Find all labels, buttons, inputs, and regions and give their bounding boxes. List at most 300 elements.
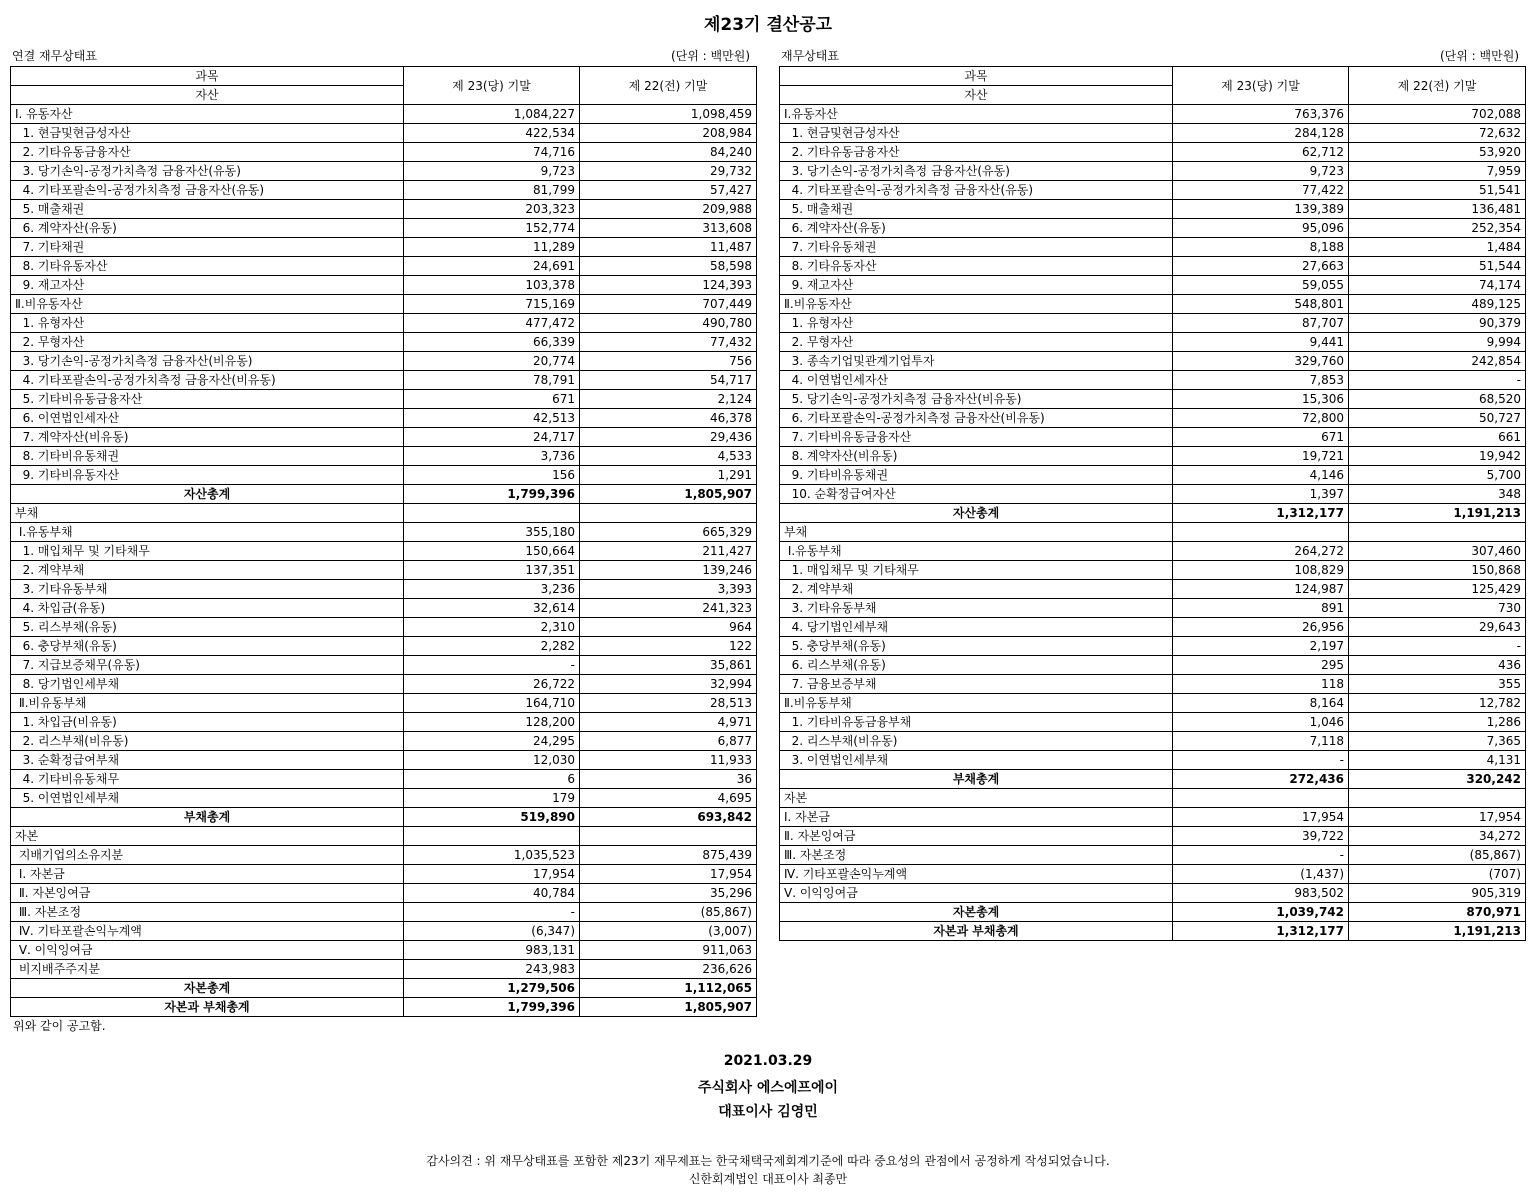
table-row [11, 865, 757, 884]
prior-value: 3,393 [580, 580, 757, 599]
current-value: 72,800 [1173, 409, 1349, 428]
total-row [780, 922, 1526, 941]
header-row [11, 67, 757, 86]
current-value: 24,295 [404, 732, 580, 751]
table-row [780, 827, 1526, 846]
table-row [780, 884, 1526, 903]
prior-value: 53,920 [1349, 143, 1526, 162]
prior-value: 1,286 [1349, 713, 1526, 732]
table-row [780, 713, 1526, 732]
table-row [11, 200, 757, 219]
current-value: 329,760 [1173, 352, 1349, 371]
current-value: 7,853 [1173, 371, 1349, 390]
prior-value: 150,868 [1349, 561, 1526, 580]
table-row [11, 637, 757, 656]
table-row [11, 124, 757, 143]
current-value: 150,664 [404, 542, 580, 561]
current-value: 26,956 [1173, 618, 1349, 637]
row-label: Ⅱ. 자본잉여금 [780, 827, 1173, 846]
table-row [780, 808, 1526, 827]
prior-value: 57,427 [580, 181, 757, 200]
prior-value: 11,933 [580, 751, 757, 770]
table-row [11, 713, 757, 732]
total-row [780, 770, 1526, 789]
prior-value: 1,291 [580, 466, 757, 485]
row-label: 1. 현금및현금성자산 [11, 124, 404, 143]
current-value: 40,784 [404, 884, 580, 903]
prior-value: 6,877 [580, 732, 757, 751]
unit-label: (단위 : 백만원) [1440, 49, 1519, 63]
current-value: 9,441 [1173, 333, 1349, 352]
prior-value: 1,805,907 [580, 485, 757, 504]
current-value: 671 [1173, 428, 1349, 447]
prior-value: 911,063 [580, 941, 757, 960]
table-row [780, 124, 1526, 143]
row-label: 부채 [11, 504, 404, 523]
row-label: 2. 무형자산 [780, 333, 1173, 352]
current-value: 9,723 [1173, 162, 1349, 181]
row-label: 5. 당기손익-공정가치측정 금융자산(비유동) [780, 390, 1173, 409]
row-label: 7. 기타유동채권 [780, 238, 1173, 257]
row-label: 1. 유형자산 [11, 314, 404, 333]
table-row [11, 352, 757, 371]
row-label: 9. 재고자산 [11, 276, 404, 295]
row-label: 7. 계약자산(비유동) [11, 428, 404, 447]
current-value: 1,312,177 [1173, 922, 1349, 941]
total-row [11, 485, 757, 504]
table-row [780, 105, 1526, 124]
prior-value: 29,732 [580, 162, 757, 181]
current-value: 128,200 [404, 713, 580, 732]
current-value: 671 [404, 390, 580, 409]
total-row [11, 979, 757, 998]
current-value: 1,046 [1173, 713, 1349, 732]
row-label: Ⅰ. 유동자산 [11, 105, 404, 124]
current-value [404, 504, 580, 523]
table-row [11, 409, 757, 428]
prior-value: 875,439 [580, 846, 757, 865]
current-value: 156 [404, 466, 580, 485]
table-row [11, 390, 757, 409]
row-label: 5. 충당부채(유동) [780, 637, 1173, 656]
row-label: 4. 이연법인세자산 [780, 371, 1173, 390]
current-value: 6 [404, 770, 580, 789]
table-row [11, 181, 757, 200]
current-value: 124,987 [1173, 580, 1349, 599]
prior-value [1349, 523, 1526, 542]
current-value: 4,146 [1173, 466, 1349, 485]
row-label: 3. 순확정급여부채 [11, 751, 404, 770]
prior-value: 241,323 [580, 599, 757, 618]
table-caption: 재무상태표 [781, 49, 839, 63]
current-value: 164,710 [404, 694, 580, 713]
prior-value: 489,125 [1349, 295, 1526, 314]
prior-value: 661 [1349, 428, 1526, 447]
current-value: 152,774 [404, 219, 580, 238]
separate-balance-sheet [779, 46, 1525, 941]
table-row [780, 295, 1526, 314]
prior-value: 51,541 [1349, 181, 1526, 200]
prior-value: 125,429 [1349, 580, 1526, 599]
row-label: 8. 당기법인세부채 [11, 675, 404, 694]
row-label: 2. 계약부채 [11, 561, 404, 580]
row-label: 1. 현금및현금성자산 [780, 124, 1173, 143]
header-subject: 과목 [11, 67, 404, 86]
current-value: 1,035,523 [404, 846, 580, 865]
row-label: Ⅰ.유동자산 [780, 105, 1173, 124]
prior-value: 702,088 [1349, 105, 1526, 124]
current-value: 548,801 [1173, 295, 1349, 314]
prior-value: 4,131 [1349, 751, 1526, 770]
prior-value: 693,842 [580, 808, 757, 827]
row-label: 부채총계 [780, 770, 1173, 789]
current-value: 264,272 [1173, 542, 1349, 561]
row-label: Ⅰ. 자본금 [780, 808, 1173, 827]
prior-value: 12,782 [1349, 694, 1526, 713]
current-value: - [404, 903, 580, 922]
announcement-date: 2021.03.29 [723, 1053, 813, 1069]
current-value: 891 [1173, 599, 1349, 618]
current-value [404, 827, 580, 846]
row-label: 5. 이연법인세부채 [11, 789, 404, 808]
table-row [11, 656, 757, 675]
row-label: Ⅰ.유동부채 [780, 542, 1173, 561]
prior-value: 4,695 [580, 789, 757, 808]
prior-value [580, 827, 757, 846]
prior-value: 68,520 [1349, 390, 1526, 409]
table-row [11, 732, 757, 751]
table-row [11, 884, 757, 903]
current-value: 20,774 [404, 352, 580, 371]
page-title: 제23기 결산공고 [703, 15, 833, 35]
table-row [780, 428, 1526, 447]
row-label: Ⅳ. 기타포괄손익누계액 [780, 865, 1173, 884]
prior-value: 28,513 [580, 694, 757, 713]
table-row [780, 656, 1526, 675]
current-value: 24,691 [404, 257, 580, 276]
prior-value: (85,867) [1349, 846, 1526, 865]
current-value: 32,614 [404, 599, 580, 618]
row-label: 자본 [780, 789, 1173, 808]
header-asset: 자산 [780, 86, 1173, 105]
current-value: 477,472 [404, 314, 580, 333]
table-row [780, 143, 1526, 162]
current-value: 26,722 [404, 675, 580, 694]
table-row [780, 314, 1526, 333]
prior-value: (85,867) [580, 903, 757, 922]
prior-value [1349, 789, 1526, 808]
current-value: 1,039,742 [1173, 903, 1349, 922]
row-label: 2. 기타유동금융자산 [780, 143, 1173, 162]
row-label: 부채 [780, 523, 1173, 542]
prior-value: 209,988 [580, 200, 757, 219]
table-row [11, 314, 757, 333]
prior-value: 707,449 [580, 295, 757, 314]
row-label: 3. 기타유동부채 [780, 599, 1173, 618]
row-label: 2. 리스부채(비유동) [780, 732, 1173, 751]
row-label: 4. 기타포괄손익-공정가치측정 금융자산(유동) [11, 181, 404, 200]
table-row [11, 960, 757, 979]
prior-value: 5,700 [1349, 466, 1526, 485]
current-value: 15,306 [1173, 390, 1349, 409]
row-label: 1. 차입금(비유동) [11, 713, 404, 732]
row-label: 3. 종속기업및관계기업투자 [780, 352, 1173, 371]
table-row [11, 105, 757, 124]
prior-value: 7,959 [1349, 162, 1526, 181]
current-value: 62,712 [1173, 143, 1349, 162]
table-row [11, 561, 757, 580]
row-label: 자본총계 [11, 979, 404, 998]
row-label: 3. 당기손익-공정가치측정 금융자산(비유동) [11, 352, 404, 371]
prior-value: 7,365 [1349, 732, 1526, 751]
auditor-name: 신한회계법인 대표이사 최종만 [688, 1172, 848, 1186]
row-label: Ⅲ. 자본조정 [11, 903, 404, 922]
table-row [11, 618, 757, 637]
prior-value: 964 [580, 618, 757, 637]
table-row [11, 428, 757, 447]
prior-value: 34,272 [1349, 827, 1526, 846]
row-label: Ⅲ. 자본조정 [780, 846, 1173, 865]
current-value: 1,799,396 [404, 485, 580, 504]
current-value: 179 [404, 789, 580, 808]
table-row [780, 561, 1526, 580]
current-value: 1,312,177 [1173, 504, 1349, 523]
row-label: 6. 계약자산(유동) [780, 219, 1173, 238]
table-row [11, 903, 757, 922]
prior-value: 730 [1349, 599, 1526, 618]
current-value: 1,397 [1173, 485, 1349, 504]
header-prior-period: 제 22(전) 기말 [1349, 67, 1526, 105]
row-label: 2. 기타유동금융자산 [11, 143, 404, 162]
prior-value: 211,427 [580, 542, 757, 561]
table-row [11, 466, 757, 485]
row-label: Ⅱ.비유동자산 [780, 295, 1173, 314]
table-row [11, 599, 757, 618]
row-label: 9. 재고자산 [780, 276, 1173, 295]
current-value: 7,118 [1173, 732, 1349, 751]
row-label: 6. 충당부채(유동) [11, 637, 404, 656]
row-label: 4. 기타비유동채무 [11, 770, 404, 789]
table-row [11, 257, 757, 276]
table-caption-row [779, 46, 1525, 66]
prior-value: 35,861 [580, 656, 757, 675]
current-value: 1,279,506 [404, 979, 580, 998]
row-label: 3. 당기손익-공정가치측정 금융자산(유동) [780, 162, 1173, 181]
row-label: 6. 계약자산(유동) [11, 219, 404, 238]
header-subject: 과목 [780, 67, 1173, 86]
row-label: 8. 기타유동자산 [11, 257, 404, 276]
prior-value: 29,643 [1349, 618, 1526, 637]
prior-value: 756 [580, 352, 757, 371]
row-label: 6. 이연법인세자산 [11, 409, 404, 428]
current-value: 763,376 [1173, 105, 1349, 124]
current-value: 284,128 [1173, 124, 1349, 143]
row-label: Ⅴ. 이익잉여금 [780, 884, 1173, 903]
header-current-period: 제 23(당) 기말 [1173, 67, 1349, 105]
header-current-period: 제 23(당) 기말 [404, 67, 580, 105]
current-value: 95,096 [1173, 219, 1349, 238]
row-label: 8. 기타비유동채권 [11, 447, 404, 466]
current-value: 108,829 [1173, 561, 1349, 580]
table-row [11, 523, 757, 542]
row-label: 1. 유형자산 [780, 314, 1173, 333]
table-row [780, 675, 1526, 694]
prior-value: 46,378 [580, 409, 757, 428]
table-row [11, 219, 757, 238]
prior-value: 2,124 [580, 390, 757, 409]
prior-value: 50,727 [1349, 409, 1526, 428]
table-row [780, 333, 1526, 352]
prior-value: 1,098,459 [580, 105, 757, 124]
header-row [780, 67, 1526, 86]
row-label: 7. 금융보증부채 [780, 675, 1173, 694]
current-value: 983,502 [1173, 884, 1349, 903]
current-value: 78,791 [404, 371, 580, 390]
row-label: Ⅱ. 자본잉여금 [11, 884, 404, 903]
current-value: 59,055 [1173, 276, 1349, 295]
prior-value: 84,240 [580, 143, 757, 162]
prior-value: 77,432 [580, 333, 757, 352]
prior-value: 490,780 [580, 314, 757, 333]
table-row [11, 371, 757, 390]
prior-value: 242,854 [1349, 352, 1526, 371]
table-row [11, 846, 757, 865]
current-value: - [404, 656, 580, 675]
current-value: 77,422 [1173, 181, 1349, 200]
prior-value: 355 [1349, 675, 1526, 694]
table-row [780, 409, 1526, 428]
current-value: 715,169 [404, 295, 580, 314]
table-row [780, 694, 1526, 713]
table-row [780, 390, 1526, 409]
balance-table [10, 66, 757, 1017]
current-value: 3,736 [404, 447, 580, 466]
row-label: Ⅰ. 자본금 [11, 865, 404, 884]
table-row [780, 466, 1526, 485]
row-label: Ⅱ.비유동자산 [11, 295, 404, 314]
current-value: 1,084,227 [404, 105, 580, 124]
current-value: - [1173, 751, 1349, 770]
table-row [780, 352, 1526, 371]
row-label: 3. 이연법인세부채 [780, 751, 1173, 770]
row-label: 4. 당기법인세부채 [780, 618, 1173, 637]
current-value: 103,378 [404, 276, 580, 295]
current-value: 519,890 [404, 808, 580, 827]
prior-value: 19,942 [1349, 447, 1526, 466]
table-row [11, 504, 757, 523]
prior-value: 122 [580, 637, 757, 656]
row-label: Ⅱ.비유동부채 [11, 694, 404, 713]
row-label: 지배기업의소유지분 [11, 846, 404, 865]
table-row [11, 447, 757, 466]
current-value: (6,347) [404, 922, 580, 941]
table-row [780, 219, 1526, 238]
current-value: 11,289 [404, 238, 580, 257]
row-label: 2. 무형자산 [11, 333, 404, 352]
prior-value: 436 [1349, 656, 1526, 675]
prior-value: 1,191,213 [1349, 504, 1526, 523]
table-row [11, 295, 757, 314]
prior-value: 17,954 [580, 865, 757, 884]
total-row [11, 808, 757, 827]
total-row [780, 903, 1526, 922]
ceo-name: 대표이사 김영민 [718, 1104, 818, 1120]
prior-value: - [1349, 371, 1526, 390]
table-row [780, 485, 1526, 504]
row-label: 자본과 부채총계 [11, 998, 404, 1017]
table-row [780, 732, 1526, 751]
current-value: 2,282 [404, 637, 580, 656]
table-row [11, 789, 757, 808]
current-value: 87,707 [1173, 314, 1349, 333]
row-label: 5. 리스부채(유동) [11, 618, 404, 637]
row-label: 자산총계 [780, 504, 1173, 523]
current-value: 42,513 [404, 409, 580, 428]
row-label: 9. 기타비유동채권 [780, 466, 1173, 485]
current-value: 3,236 [404, 580, 580, 599]
prior-value: 72,632 [1349, 124, 1526, 143]
prior-value: 58,598 [580, 257, 757, 276]
prior-value: 313,608 [580, 219, 757, 238]
row-label: 2. 계약부채 [780, 580, 1173, 599]
prior-value: - [1349, 637, 1526, 656]
audit-opinion: 감사의견 : 위 재무상태표를 포함한 제23기 재무제표는 한국채택국제회계기준에 따라 중요성의 관점에서 공정하게 작성되었습니다. [426, 1154, 1110, 1168]
table-row [780, 789, 1526, 808]
row-label: 자본과 부채총계 [780, 922, 1173, 941]
row-label: 5. 기타비유동금융자산 [11, 390, 404, 409]
prior-value: 1,805,907 [580, 998, 757, 1017]
row-label: 5. 매출채권 [11, 200, 404, 219]
prior-value: 136,481 [1349, 200, 1526, 219]
prior-value: 4,533 [580, 447, 757, 466]
table-row [11, 143, 757, 162]
table-row [780, 276, 1526, 295]
table-row [780, 599, 1526, 618]
prior-value: 124,393 [580, 276, 757, 295]
row-label: 4. 기타포괄손익-공정가치측정 금융자산(유동) [780, 181, 1173, 200]
row-label: 비지배주주지분 [11, 960, 404, 979]
prior-value: 905,319 [1349, 884, 1526, 903]
current-value: 81,799 [404, 181, 580, 200]
prior-value: 1,484 [1349, 238, 1526, 257]
total-row [11, 998, 757, 1017]
prior-value: 9,994 [1349, 333, 1526, 352]
current-value: 118 [1173, 675, 1349, 694]
table-row [11, 580, 757, 599]
current-value: 422,534 [404, 124, 580, 143]
prior-value: 51,544 [1349, 257, 1526, 276]
prior-value: 29,436 [580, 428, 757, 447]
current-value: 19,721 [1173, 447, 1349, 466]
current-value: 139,389 [1173, 200, 1349, 219]
current-value: 137,351 [404, 561, 580, 580]
current-value: 39,722 [1173, 827, 1349, 846]
row-label: Ⅰ.유동부채 [11, 523, 404, 542]
table-row [11, 238, 757, 257]
current-value: 983,131 [404, 941, 580, 960]
current-value [1173, 789, 1349, 808]
prior-value: 35,296 [580, 884, 757, 903]
row-label: 7. 기타채권 [11, 238, 404, 257]
table-row [780, 162, 1526, 181]
company-name: 주식회사 에스에프에이 [697, 1080, 839, 1096]
prior-value: 4,971 [580, 713, 757, 732]
current-value [1173, 523, 1349, 542]
row-label: 4. 차입금(유동) [11, 599, 404, 618]
table-row [11, 333, 757, 352]
prior-value: 208,984 [580, 124, 757, 143]
table-row [11, 542, 757, 561]
